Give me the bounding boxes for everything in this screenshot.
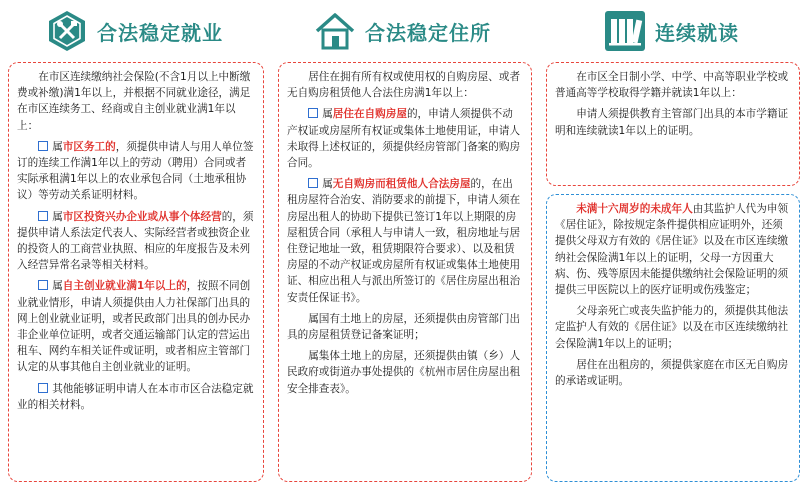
column-employment xyxy=(0,0,268,411)
minor-card xyxy=(546,194,800,482)
employment-item-1: 属市区务工的，须提供申请人与用人单位签订的连续工作满1年以上的劳动（聘用）合同或者实际承租满1年以上的农业承包合同（土地承租协议）等劳动关系证明材料。 xyxy=(17,140,254,202)
employment-title: 合法稳定就业 xyxy=(97,20,223,45)
residence-item-3: 属国有土地上的房屋，还须提供由房管部门出具的房屋租赁登记备案证明； xyxy=(287,312,521,342)
education-requirement: 申请人须提供教育主管部门出具的本市学籍证明和连续就读1年以上的证明。 xyxy=(555,108,789,137)
residence-intro: 居住在拥有所有权或使用权的自购房屋、或者无自购房租赁他人合法住房满1年以上： xyxy=(287,71,521,100)
residence-item-2: 属无自购房而租赁他人合法房屋的，在出租房屋符合治安、消防要求的前提下，申请人须在房屋出租人的协助下提供已签订1年以上期限的房屋租赁合同（承租人与申请人一致，租房地址与居住登记地址一致，租赁期限符合要求）、以及租赁房屋的不动产权证或房屋所有权证或集体土地使用证、相应出租人与派出所签订的《居住房屋出租治安责任保证书》。 xyxy=(287,178,521,304)
checkbox-icon xyxy=(38,211,48,221)
residence-item-1: 属居住在自购房屋的，申请人须提供不动产权证或房屋所有权证或集体土地使用证，申请人未取得上述权证的，须提供经房管部门备案的购房合同。 xyxy=(287,108,521,170)
education-title: 连续就读 xyxy=(655,20,739,45)
employment-header xyxy=(0,0,268,62)
column-residence xyxy=(270,0,534,395)
guardian-requirement: 父母亲死亡或丧失监护能力的，须提供其他法定监护人有效的《居住证》以及在市区连续缴纳社会保险满1年以上的证明； xyxy=(555,305,789,350)
checkbox-icon xyxy=(308,178,318,188)
residence-title: 合法稳定住所 xyxy=(365,20,491,45)
checkbox-icon xyxy=(38,141,48,151)
checkbox-icon xyxy=(308,108,318,118)
checkbox-icon xyxy=(38,280,48,290)
tools-shield-icon xyxy=(45,9,89,53)
residence-card xyxy=(278,62,532,482)
residence-item-4: 属集体土地上的房屋，还须提供由镇（乡）人民政府或街道办事处提供的《杭州市居住房屋出租安全排查表》。 xyxy=(287,350,521,395)
column-education xyxy=(538,0,804,388)
residence-header xyxy=(270,0,534,62)
employment-item-4: 其他能够证明申请人在本市市区合法稳定就业的相关材料。 xyxy=(17,382,254,411)
books-icon xyxy=(603,9,647,53)
employment-item-2: 属市区投资兴办企业或从事个体经营的，须提供申请人系法定代表人、实际经营者或独资企业的投资人的工商营业执照、相应的年度报告及未列入经营异常名录等相关材料。 xyxy=(17,210,254,272)
checkbox-icon xyxy=(38,383,48,393)
employment-card xyxy=(8,62,264,482)
house-icon xyxy=(313,9,357,53)
education-card xyxy=(546,62,800,186)
education-header xyxy=(538,0,804,62)
employment-item-3: 属自主创业就业满1年以上的，按照不同创业就业情形，申请人须提供由人力社保部门出具的网上创业就业证明，或者民政部门出具的创办民办非企业单位证明，或者交通运输部门认定的营运出租车、网约车相关证件或证明，或者相应主管部门认定的从事其他自主创业就业的证明。 xyxy=(17,280,251,374)
employment-intro: 在市区连续缴纳社会保险(不含1月以上中断缴费或补缴)满1年以上，并根据不同就业途径，满足在市区连续务工、经商或自主创业就业满1年以上： xyxy=(17,71,251,132)
minor-requirement: 未满十六周岁的未成年人由其监护人代为申领《居住证》，除按规定条件提供相应证明外，还须提供父母双方有效的《居住证》以及在市区连续缴纳社会保险满1年以上的证明，父母一方因重大病、伤、残等原因未能提供缴纳社会保险证明的须提供三甲医院以上的医疗证明或伤残鉴定； xyxy=(555,203,789,297)
rental-requirement: 居住在出租房的，须提供家庭在市区无自购房的承诺或证明。 xyxy=(555,358,789,388)
education-intro: 在市区全日制小学、中学、中高等职业学校或普通高等学校取得学籍并就读1年以上： xyxy=(555,71,789,100)
